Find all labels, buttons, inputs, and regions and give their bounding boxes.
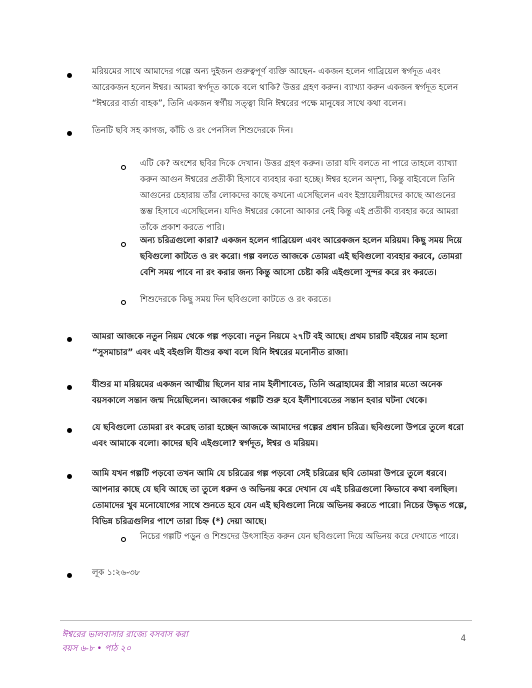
bullet [67,474,72,479]
sub-bullet [121,165,126,170]
bullet [67,573,72,578]
subparagraph-who-is-this: এটি কে? অংশের ছবির দিকে দেখান। উত্তর গ্রহণ করুন। তারা যদি বলতে না পারে তাহলে ব্যাখ্যা করুন আগুন ঈশ্বরের প্রতীকী হিসাবে ব্যবহার করা হচ্ছে। ঈশ্বর হলেন অদৃশ্য, কিন্তু বাইবেলে তিনি আগুনের চেহারায় তাঁর লোকদের কাছে কখনো এসেছিলেন এবং ইস্রায়েলীয়দের কাছে আগুনের স্তম্ভ হিসাবে এসেছিলেন। যদিও ঈশ্বরের কোনো আকার নেই কিন্তু এই প্রতীকী ব্যবহার করে আমরা তাঁকে প্রকাশ করতে পারি। [140,159,459,233]
footer-divider [60,620,472,621]
bullet [67,337,72,342]
sub-bullet [121,537,126,542]
page-number: 4 [460,634,466,644]
paragraph-elizabeth: যীশুর মা মরিয়মের একজন আত্মীয় ছিলেন যার নাম ইলীশাবেত, তিনি অব্রাহামের স্ত্রী সারার মতো অনেক বয়সকালে সন্তান জন্ম দিয়েছিলেন। আজকের গল্পটি শুরু হবে ইলীশাবেতের সন্তান হবার ঘটনা থেকে। [92,380,443,406]
bullet [67,131,72,136]
footer-series-title: ঈশ্বরের ভালবাসার রাজ্যে বসবাস করা [62,630,188,640]
footer-lesson-info: বয়স ৬-৮ • পাঠ ২০ [62,644,132,654]
paragraph-materials: তিনটি ছবি সহ কাগজ, কাঁচি ও রং পেনসিল শিশুদেরকে দিন। [92,126,293,136]
paragraph-gabriel-angel: মরিয়মের সাথে আমাদের গল্পে অন্য দুইজন গুরুত্বপূর্ণ ব্যক্তি আছেন- একজন হলেন গাব্রিয়েল স্বর্গদূত এবং আরেকজন হলেন ঈশ্বর। আমরা স্বর্গদূত কাকে বলে থাকি? উত্তর গ্রহণ করুন। ব্যাখ্যা করুন একজন স্বর্গদূত হলেন “ঈশ্বরের বার্তা বাহক”, তিনি একজন স্বর্গীয় সত্ত্বা যিনি ঈশ্বরের পক্ষে মানুষের সাথে কথা বলেন। [92,67,459,109]
bullet [67,428,72,433]
sub-bullet [121,300,126,305]
scripture-reference: লূক ১:২৬-৩৮ [92,568,141,578]
paragraph-acting-instructions: আমি যখন গল্পটি পড়বো তখন আমি যে চরিত্রের গল্প পড়বো সেই চরিত্রের ছবি তোমরা উপরে তুলে ধরবে। আপনার কাছে যে ছবি আছে তা তুলে ধরুন ও অভিনয় করে দেখান যে এই চরিত্রগুলো কিভাবে কথা বলছিল। তোমাদের খুব মনোযোগের সাথে শুনতে হবে যেন এই ছবিগুলো নিয়ে অভিনয় করতে পারো। নিচের উদ্ধৃত গল্পে, বিভিন্ন চরিত্রগুলির পাশে তারা চিহ্ন (*) দেয়া আছে। [92,469,468,527]
subparagraph-read-story: নিচের গল্পটি পড়ুন ও শিশুদের উৎসাহিত করুন যেন ছবিগুলো দিয়ে অভিনয় করে দেখাতে পারে। [140,532,459,542]
sub-bullet [121,242,126,247]
paragraph-main-characters: যে ছবিগুলো তোমরা রং করেছ তারা হচ্ছেন আজকে আমাদের গল্পের প্রধান চরিত্র। ছবিগুলো উপরে তুলে ধরো এবং আমাকে বলো। কাদের ছবি এইগুলো? স্বর্গদূত, ঈশ্বর ও মরিয়ম। [92,423,464,449]
subparagraph-other-characters: অন্য চরিত্রগুলো কারা? একজন হলেন গাব্রিয়েল এবং আরেকজন হলেন মরিয়ম। কিছু সময় দিয়ে ছবিগুলো কাটতে ও রং করো। গল্প বলতে আজকে তোমরা এই ছবিগুলো ব্যবহার করবে, তোমরা বেশি সময় পাবে না রং করার জন্য কিন্তু আসো চেষ্টা করি এইগুলো সুন্দর করে রং করতে। [140,236,462,278]
bullet [67,73,72,78]
subparagraph-cutting-time: শিশুদেরকে কিছু সময় দিন ছবিগুলো কাটতে ও রং করতে। [140,295,331,305]
paragraph-new-testament: আমরা আজকে নতুন নিয়ম থেকে গল্প পড়বো। নতুন নিয়মে ২৭টি বই আছে। প্রথম চারটি বইয়ের নাম হলো “সুসমাচার” এবং এই বইগুলি যীশুর কথা বলে যিনি ঈশ্বরের মনোনীত রাজা। [92,332,448,358]
bullet [67,385,72,390]
